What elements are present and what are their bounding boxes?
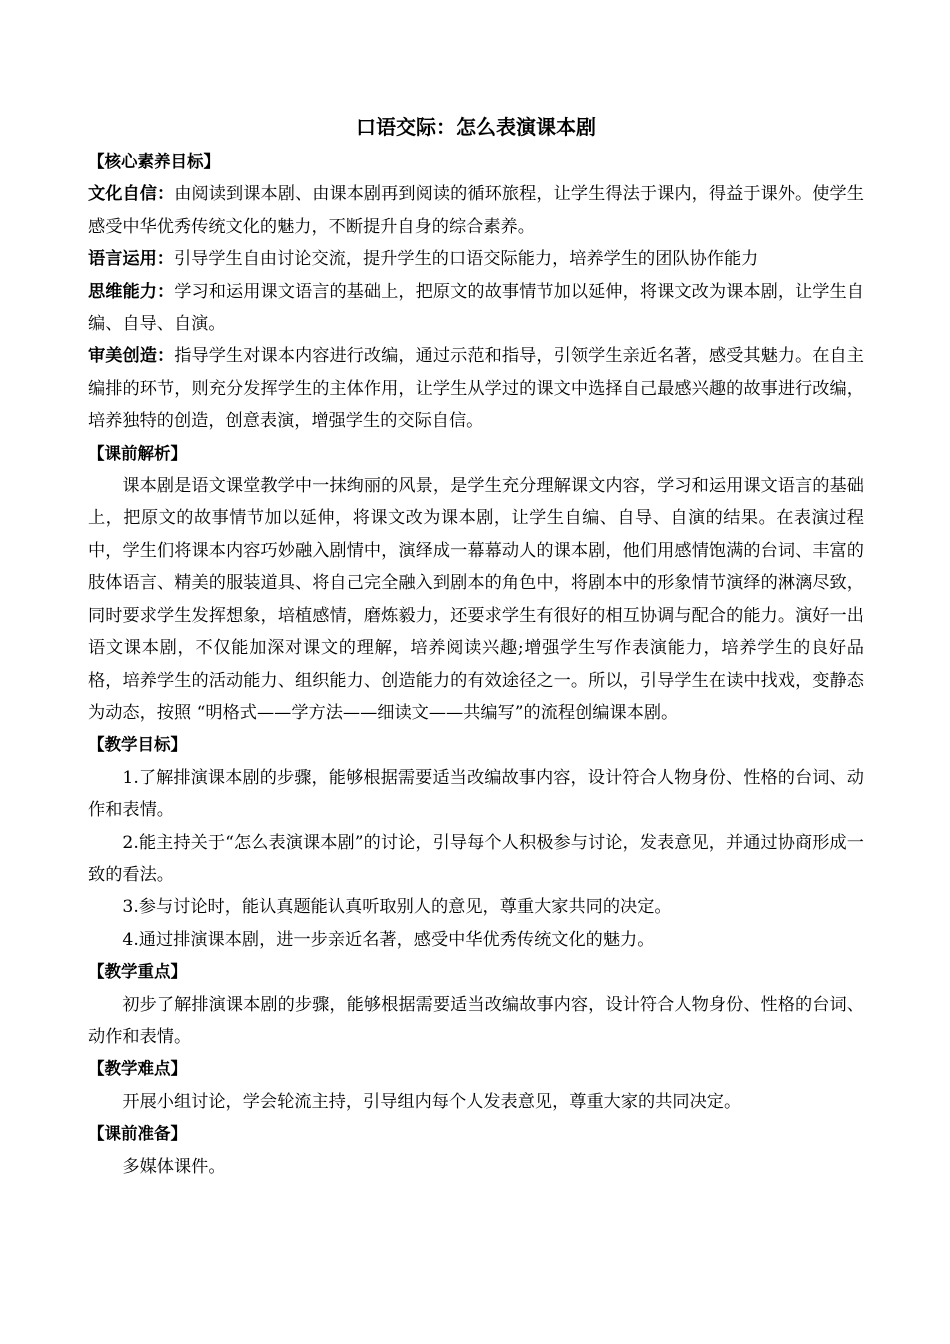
key-points-paragraph: 初步了解排演课本剧的步骤，能够根据需要适当改编故事内容，设计符合人物身份、性格的台词、动作和表情。	[88, 994, 864, 1047]
goal-item: 1.了解排演课本剧的步骤，能够根据需要适当改编故事内容，设计符合人物身份、性格的台词、动作和表情。	[88, 767, 864, 821]
goal-item: 4.通过排演课本剧，进一步亲近名著，感受中华优秀传统文化的魅力。	[122, 929, 655, 950]
goal-item: 2.能主持关于“怎么表演课本剧”的讨论，引导每个人积极参与讨论，发表意见，并通过协商形成一致的看法。	[88, 832, 864, 885]
section-heading-difficulties: 【教学难点】	[88, 1059, 187, 1079]
core-item-language	[88, 243, 864, 275]
section-heading-analysis: 【课前解析】	[88, 443, 187, 463]
document-page	[88, 112, 864, 1183]
core-label: 审美创造：	[88, 346, 175, 367]
difficulties-paragraph: 开展小组讨论，学会轮流主持，引导组内每个人发表意见，尊重大家的共同决定。	[122, 1091, 742, 1112]
section-heading-key-points: 【教学重点】	[88, 962, 187, 982]
document-title: 口语交际：怎么表演课本剧	[356, 115, 596, 139]
core-item-culture	[88, 178, 864, 243]
core-text: 由阅读到课本剧、由课本剧再到阅读的循环旅程，让学生得法于课内，得益于课外。使学生感受中华优秀传统文化的魅力，不断提升自身的综合素养。	[88, 184, 864, 237]
core-label: 语言运用：	[88, 249, 174, 270]
goal-item: 3.参与讨论时，能认真题能认真听取别人的意见，尊重大家共同的决定。	[122, 897, 672, 918]
core-text: 学习和运用课文语言的基础上，把原文的故事情节加以延伸，将课文改为课本剧，让学生自编、自导、自演。	[88, 281, 864, 335]
core-label: 思维能力：	[88, 281, 175, 302]
core-item-thinking	[88, 276, 864, 341]
core-label: 文化自信：	[88, 184, 175, 205]
core-item-aesthetic	[88, 340, 864, 437]
analysis-paragraph: 课本剧是语文课堂教学中一抹绚丽的风景，是学生充分理解课文内容，学习和运用课文语言的基础上，把原文的故事情节加以延伸，将课文改为课本剧，让学生自编、自导、自演的结果。在表演过程中，学生们将课本内容巧妙融入剧情中，演绎成一幕幕动人的课本剧，他们用感情饱满的台词、丰富的肢体语言、精美的服装道具、将自己完全融入到剧本的角色中，将剧本中的形象情节演绎的淋漓尽致，同时要求学生发挥想象，培植感情，磨炼毅力，还要求学生有很好的相互协调与配合的能力。演好一出语文课本剧，不仅能加深对课文的理解，培养阅读兴趣;增强学生写作表演能力，培养学生的良好品格，培养学生的活动能力、组织能力、创造能力的有效途径之一。所以，引导学生在读中找戏，变静态为动态，按照 “明格式——学方法——细读文——共编写”的流程创编课本剧。	[88, 476, 864, 723]
core-text: 引导学生自由讨论交流，提升学生的口语交际能力，培养学生的团队协作能力	[173, 249, 759, 270]
section-heading-preparation: 【课前准备】	[88, 1124, 187, 1144]
core-text: 指导学生对课本内容进行改编，通过示范和指导，引领学生亲近名著，感受其魅力。在自主编排的环节，则充分发挥学生的主体作用，让学生从学过的课文中选择自己最感兴趣的故事进行改编，培养独特的创造，创意表演，增强学生的交际自信。	[88, 346, 864, 432]
section-heading-goals: 【教学目标】	[88, 735, 187, 755]
preparation-paragraph: 多媒体课件。	[122, 1156, 226, 1177]
section-heading-core: 【核心素养目标】	[88, 152, 220, 171]
